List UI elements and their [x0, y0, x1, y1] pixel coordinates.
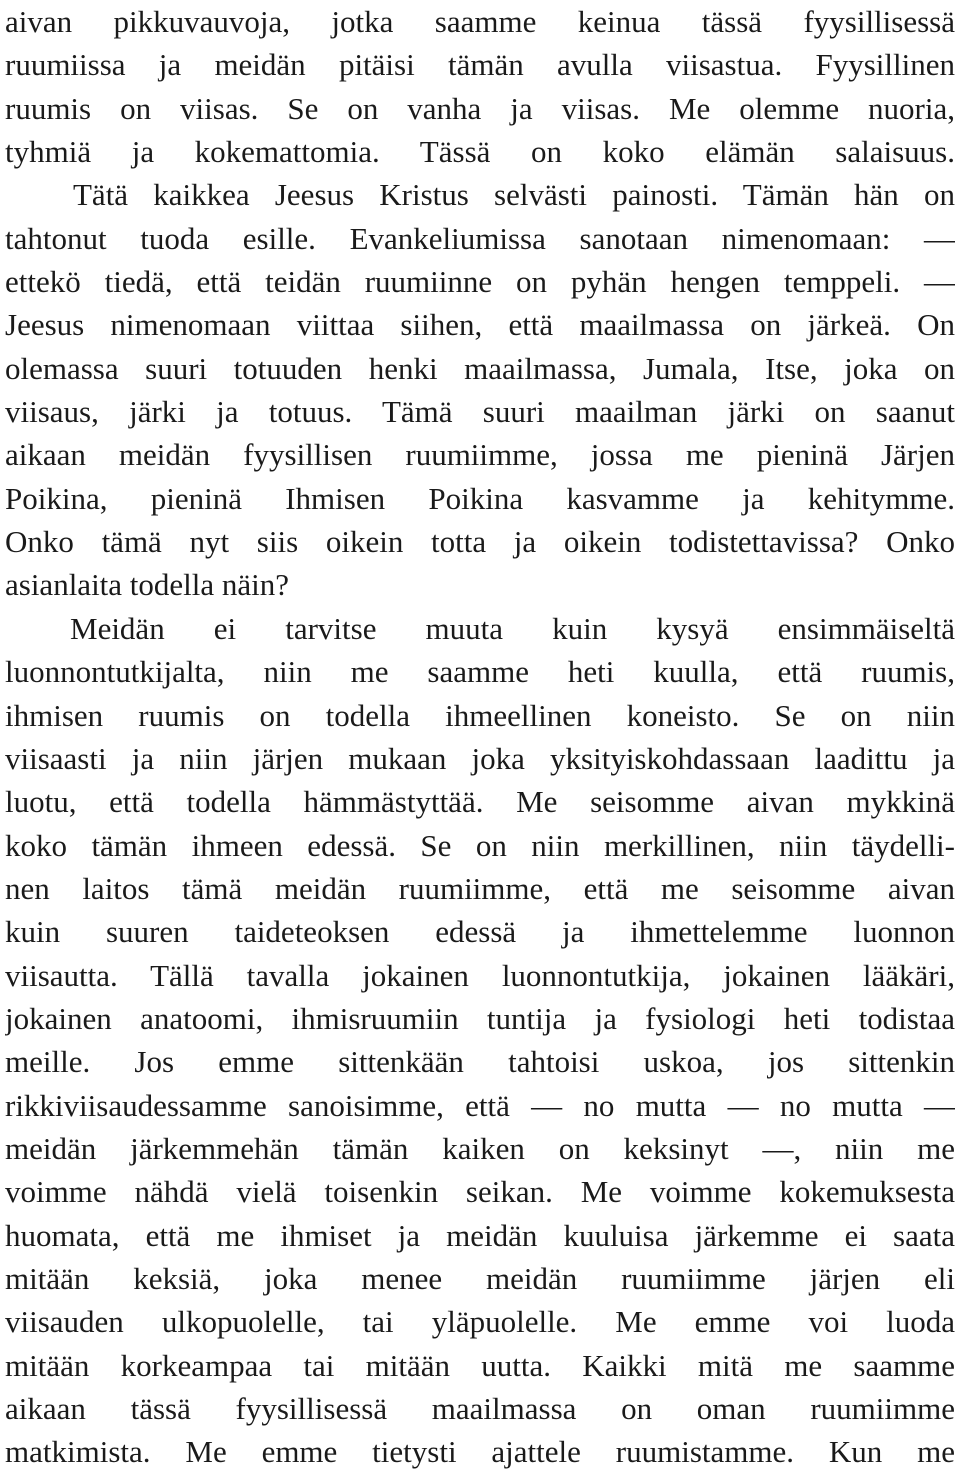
text-line: rikkiviisaudessamme sanoisimme, että — no mutta — no mutta — [5, 1087, 955, 1123]
text-line: asianlaita todella näin? [5, 567, 290, 603]
text-line: kuin suuren taideteoksen edessä ja ihmettelemme luonnon [5, 914, 955, 950]
text-line: Meidän ei tarvitse muuta kuin kysyä ensimmäiseltä [70, 610, 955, 646]
text-line: aikaan meidän fyysillisen ruumiimme, jossa me pieninä Järjen [5, 437, 955, 473]
text-line: mitään keksiä, joka menee meidän ruumiimme järjen eli [5, 1260, 955, 1296]
text-line: meidän järkemmehän tämän kaiken on keksinyt —, niin me [5, 1130, 955, 1166]
text-line: viisautta. Tällä tavalla jokainen luonnontutkija, jokainen lääkäri, [5, 957, 955, 993]
text-line: jokainen anatoomi, ihmisruumiin tuntija ja fysiologi heti todistaa [5, 1000, 955, 1036]
text-line: viisaasti ja niin järjen mukaan joka yksityiskohdassaan laadittu ja [5, 740, 955, 776]
text-line: koko tämän ihmeen edessä. Se on niin merkillinen, niin täydelli- [5, 827, 955, 863]
text-line: viisaus, järki ja totuus. Tämä suuri maailman järki on saanut [5, 394, 955, 430]
text-line: ettekö tiedä, että teidän ruumiinne on pyhän hengen temppeli. — [5, 264, 955, 300]
document-page [5, 0, 955, 1474]
text-line: voimme nähdä vielä toisenkin seikan. Me voimme kokemuksesta [5, 1174, 955, 1210]
text-line: matkimista. Me emme tietysti ajattele ruumistamme. Kun me [5, 1434, 955, 1470]
text-line: aikaan tässä fyysillisessä maailmassa on oman ruumiimme [5, 1391, 955, 1426]
text-line: ruumiissa ja meidän pitäisi tämän avulla viisastua. Fyysillinen [5, 47, 955, 83]
text-line: viisauden ulkopuolelle, tai yläpuolelle. Me emme voi luoda [5, 1304, 955, 1340]
text-line: tyhmiä ja kokemattomia. Tässä on koko elämän salaisuus. [5, 134, 955, 170]
text-line: ruumis on viisas. Se on vanha ja viisas. Me olemme nuoria, [5, 90, 955, 126]
text-line: Onko tämä nyt siis oikein totta ja oikein todistettavissa? Onko [5, 524, 955, 560]
text-line: nen laitos tämä meidän ruumiimme, että me seisomme aivan [5, 870, 955, 906]
text-line: meille. Jos emme sittenkään tahtoisi uskoa, jos sittenkin [5, 1044, 955, 1080]
text-line: Poikina, pieninä Ihmisen Poikina kasvamme ja kehitymme. [5, 480, 955, 516]
text-line: Jeesus nimenomaan viittaa siihen, että maailmassa on järkeä. On [5, 307, 955, 343]
text-line: Tätä kaikkea Jeesus Kristus selvästi painosti. Tämän hän on [73, 177, 955, 213]
text-line: huomata, että me ihmiset ja meidän kuuluisa järkemme ei saata [5, 1217, 955, 1253]
text-line: aivan pikkuvauvoja, jotka saamme keinua tässä fyysillisessä [5, 4, 955, 39]
text-line: luonnontutkijalta, niin me saamme heti kuulla, että ruumis, [5, 654, 955, 690]
text-line: mitään korkeampaa tai mitään uutta. Kaikki mitä me saamme [5, 1347, 955, 1383]
text-line: luotu, että todella hämmästyttää. Me seisomme aivan mykkinä [5, 784, 955, 820]
text-line: olemassa suuri totuuden henki maailmassa, Jumala, Itse, joka on [5, 350, 955, 386]
text-line: ihmisen ruumis on todella ihmeellinen koneisto. Se on niin [5, 697, 955, 733]
text-line: tahtonut tuoda esille. Evankeliumissa sanotaan nimenomaan: — [5, 220, 955, 256]
